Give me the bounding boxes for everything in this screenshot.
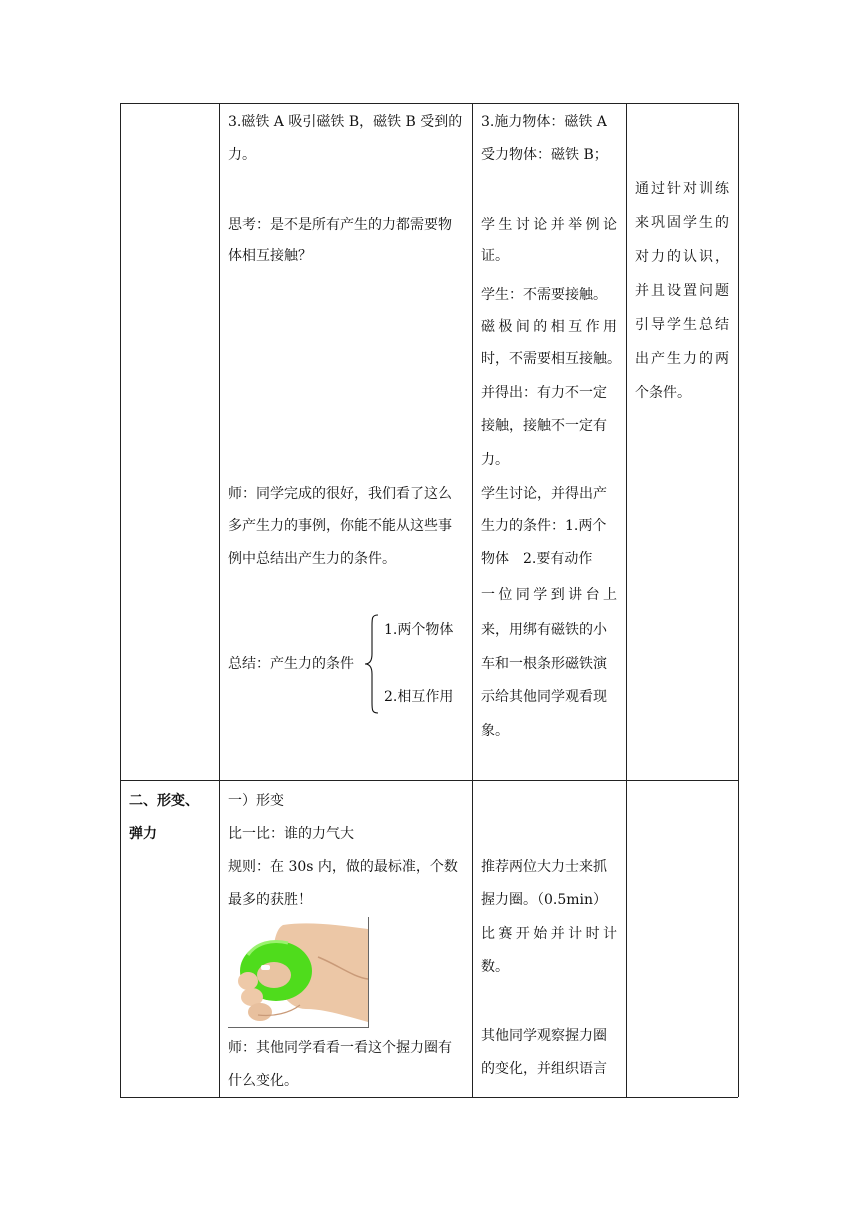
curly-brace-icon (364, 614, 380, 714)
table-row-divider (120, 780, 738, 781)
teacher-line-3: 例中总结出产生力的条件。 (228, 551, 396, 567)
student-line-15: 来，用绑有磁铁的小 (481, 622, 607, 638)
student-line-10: 力。 (481, 452, 509, 468)
table-border-top (120, 103, 738, 104)
recommend-line-1: 推荐两位大力士来抓 (481, 859, 607, 875)
table-border-right (738, 103, 739, 1097)
student-line-4: 证。 (481, 248, 509, 264)
summary-label: 总结：产生力的条件 (228, 656, 354, 672)
student-line-5: 学生：不需要接触。 (481, 287, 607, 303)
teacher-line-1: 师：同学完成的很好，我们看了这么 (228, 486, 452, 502)
intent-line-7: 个条件。 (635, 385, 691, 401)
student-line-9: 接触，接触不一定有 (481, 418, 607, 434)
student-line-1: 3.施力物体：磁铁 A (481, 114, 607, 130)
observe-line-1: 其他同学观察握力圈 (481, 1028, 607, 1044)
intent-line-2: 来巩固学生的 (635, 215, 729, 231)
hand-grip-icon (228, 917, 368, 1027)
student-line-17: 示给其他同学观看现 (481, 689, 607, 705)
student-line-13: 物体 2.要有动作 (481, 551, 593, 567)
summary-item-2: 2.相互作用 (384, 689, 454, 705)
think-line-1: 思考：是不是所有产生的力都需要物 (228, 217, 452, 233)
student-line-16: 车和一根条形磁铁演 (481, 656, 607, 672)
recommend-line-2: 握力圈。（0.5min） (481, 892, 608, 908)
table-col-divider-1 (219, 103, 220, 1097)
teacher-question-line-2: 什么变化。 (228, 1073, 298, 1089)
table-border-left (120, 103, 121, 1097)
deformation-title: 一）形变 (228, 793, 284, 809)
intent-line-5: 引导学生总结 (635, 317, 729, 333)
contest-line-2: 数。 (481, 959, 509, 975)
contest-line-1: 比赛开始并计时计 (481, 926, 617, 942)
student-line-3: 学生讨论并举例论 (481, 217, 617, 233)
student-line-14: 一位同学到讲台上 (481, 587, 617, 603)
student-line-2: 受力物体：磁铁 B； (481, 147, 608, 163)
student-line-6: 磁极间的相互作用 (481, 319, 617, 335)
table-border-bottom (120, 1097, 738, 1098)
student-line-8: 并得出：有力不一定 (481, 385, 607, 401)
intent-line-3: 对力的认识， (635, 249, 729, 265)
grip-ring-photo (228, 917, 369, 1028)
summary-item-1: 1.两个物体 (384, 622, 454, 638)
rule-line-2: 最多的获胜！ (228, 892, 312, 908)
intent-line-6: 出产生力的两 (635, 351, 729, 367)
teacher-line-2: 多产生力的事例，你能不能从这些事 (228, 518, 452, 534)
student-line-11: 学生讨论，并得出产 (481, 486, 607, 502)
think-line-2: 体相互接触？ (228, 248, 312, 264)
intent-line-4: 并且设置问题 (635, 283, 729, 299)
question-3-line-1: 3.磁铁 A 吸引磁铁 B，磁铁 B 受到的 (228, 114, 463, 130)
observe-line-2: 的变化，并组织语言 (481, 1061, 607, 1077)
student-line-18: 象。 (481, 723, 509, 739)
table-col-divider-3 (626, 103, 627, 1097)
student-line-12: 生力的条件：1.两个 (481, 518, 607, 534)
rule-line-1: 规则：在 30s 内，做的最标准，个数 (228, 859, 458, 875)
section-heading-line-1: 二、形变、 (129, 793, 199, 809)
table-col-divider-2 (472, 103, 473, 1097)
question-3-line-2: 力。 (228, 147, 256, 163)
compare-line: 比一比：谁的力气大 (228, 826, 354, 842)
teacher-question-line-1: 师：其他同学看看一看这个握力圈有 (228, 1040, 452, 1056)
section-heading-line-2: 弹力 (129, 826, 157, 842)
student-line-7: 时，不需要相互接触。 (481, 351, 621, 367)
intent-line-1: 通过针对训练 (635, 181, 729, 197)
